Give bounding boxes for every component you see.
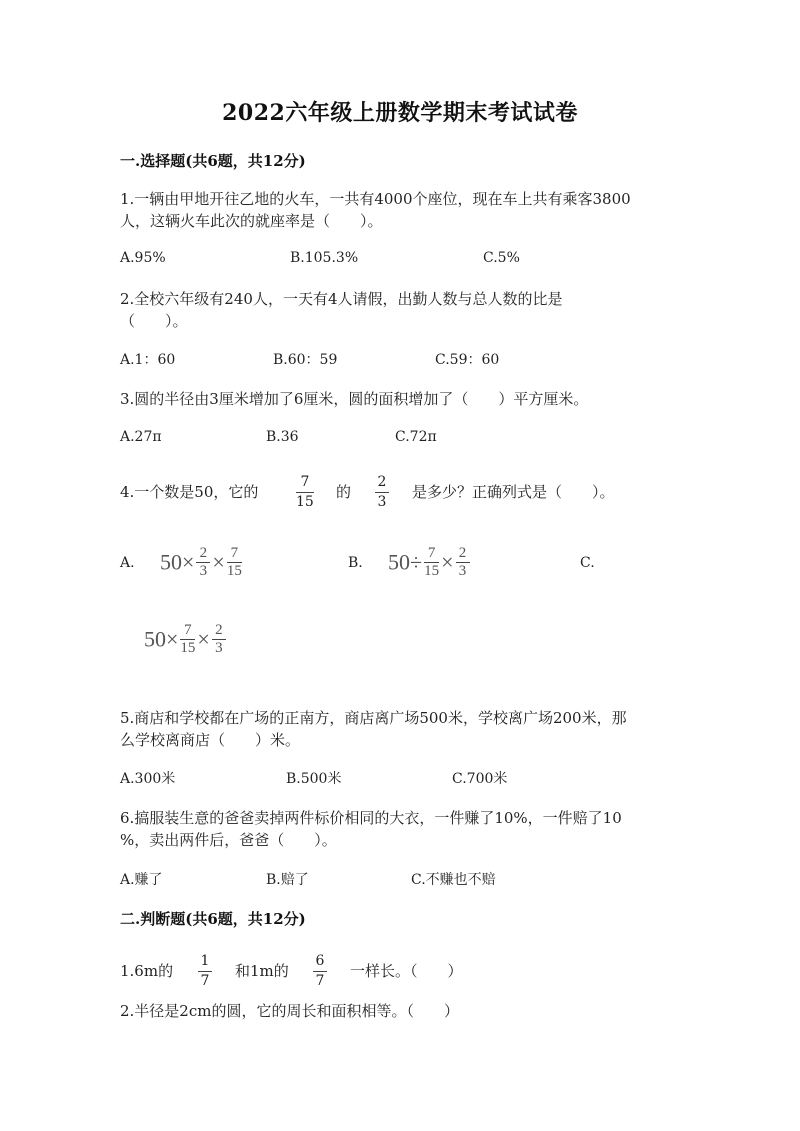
fraction-bar [375,492,389,493]
question-3-option-b: B.36 [266,429,299,445]
question-5-line-2: 么学校离商店（ ）米。 [120,731,301,749]
question-2-line-1: 2.全校六年级有240人，一天有4人请假，出勤人数与总人数的比是 [120,290,563,308]
question-1-option-b: B.105.3% [290,250,359,266]
question-5-option-c: C.700米 [452,771,508,787]
fraction-denominator: 3 [458,563,467,579]
judgment-1-prefix: 1.6m的 [120,962,174,980]
section-heading-choice: 一.选择题(共6题，共12分) [120,152,306,170]
question-4-option-b-expression [388,546,472,579]
fraction-numerator: 2 [199,545,208,561]
question-4-option-c-label: C. [580,555,595,571]
question-2-option-c: C.59：60 [435,352,500,368]
question-6-option-c: C.不赚也不赔 [411,872,496,888]
fraction-denominator: 15 [424,563,440,579]
fraction-numerator: 7 [427,545,436,561]
question-6-option-a: A.赚了 [120,872,163,888]
fraction-numerator: 1 [200,953,210,969]
question-1-line-2: 人，这辆火车此次的就座率是（ ）。 [120,212,383,230]
judgment-1-suffix: 一样长。（ ） [350,962,463,980]
question-4-prefix: 4.一个数是50，它的 [120,483,259,501]
fraction-denominator: 15 [296,494,314,510]
question-4-option-a-expression [160,546,244,579]
question-5-line-1: 5.商店和学校都在广场的正南方，商店离广场500米，学校离广场200米，那 [120,709,627,727]
fraction-numerator: 7 [230,545,239,561]
expression-operator: × [212,549,225,575]
expression-operator: × [197,626,210,652]
fraction-denominator: 3 [215,640,223,656]
question-4-suffix: 是多少？正确列式是（ ）。 [412,483,615,501]
question-4-option-a-label: A. [120,555,135,571]
fraction-denominator: 3 [377,494,387,510]
expression-operator: ÷ [410,549,423,575]
fraction-denominator: 3 [199,563,208,579]
fraction-bar [198,971,212,972]
section-heading-judgment: 二.判断题(共6题，共12分) [120,910,306,928]
fraction-denominator: 15 [180,640,196,656]
expression-operator: × [182,549,195,575]
expression-fraction [456,546,470,579]
expression-operator: × [166,626,179,652]
expression-operator: × [441,549,454,575]
judgment-1-mid: 和1m的 [235,962,289,980]
question-6-line-1: 6.搞服装生意的爸爸卖掉两件标价相同的大衣，一件赚了10%，一件赔了10 [120,809,622,827]
question-3-option-c: C.72π [395,429,437,445]
question-6-line-2: %，卖出两件后，爸爸（ ）。 [120,831,337,849]
question-2-option-a: A.1：60 [120,352,176,368]
question-3-line-1: 3.圆的半径由3厘米增加了6厘米，圆的面积增加了（ ）平方厘米。 [120,390,589,408]
fraction-denominator: 7 [315,973,325,989]
question-1-line-1: 1.一辆由甲地开往乙地的火车，一共有4000个座位，现在车上共有乘客3800 [120,190,631,208]
question-4-option-c-expression [144,623,228,656]
fraction-numerator: 7 [300,474,310,490]
expression-number: 50 [144,626,166,652]
expression-number: 50 [388,549,410,575]
fraction-numerator: 2 [215,622,223,638]
question-2-line-2: （ ）。 [120,312,188,330]
fraction-denominator: 15 [226,563,242,579]
fraction-denominator: 7 [200,973,210,989]
expression-fraction [180,623,195,656]
expression-fraction [212,623,226,656]
fraction-bar [296,492,314,493]
judgment-1-fraction-6-7 [313,953,327,990]
question-4-fraction-7-15 [296,474,314,511]
question-5-option-b: B.500米 [286,771,342,787]
fraction-numerator: 2 [458,545,467,561]
question-3-option-a: A.27π [120,429,162,445]
question-6-option-b: B.赔了 [266,872,309,888]
expression-fraction [424,546,439,579]
question-4-fraction-2-3 [375,474,389,511]
question-4-mid: 的 [336,483,352,501]
judgment-2-text: 2.半径是2cm的圆，它的周长和面积相等。（ ） [120,1002,459,1020]
fraction-bar [313,971,327,972]
fraction-numerator: 6 [315,953,325,969]
page-title: 2022六年级上册数学期末考试试卷 [222,100,578,126]
judgment-1-fraction-1-7 [198,953,212,990]
question-1-option-a: A.95% [120,250,166,266]
question-4-option-b-label: B. [348,555,363,571]
expression-number: 50 [160,549,182,575]
expression-fraction [227,546,242,579]
fraction-numerator: 2 [377,474,387,490]
question-5-option-a: A.300米 [120,771,176,787]
question-2-option-b: B.60：59 [273,352,338,368]
question-1-option-c: C.5% [483,250,520,266]
fraction-numerator: 7 [184,622,192,638]
expression-fraction [196,546,210,579]
